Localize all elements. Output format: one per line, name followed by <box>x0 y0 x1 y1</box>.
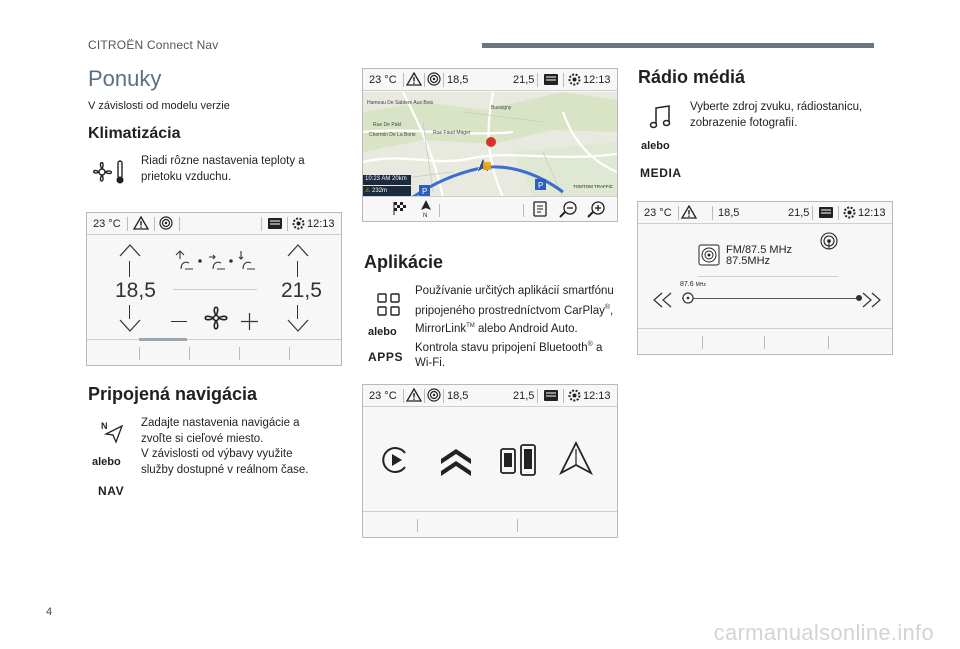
connect-icon <box>427 72 441 86</box>
svg-text:N: N <box>101 421 108 431</box>
radio-screen <box>637 201 893 355</box>
frequency-label: 87.6 MHz <box>680 281 706 288</box>
messages-icon <box>543 73 559 86</box>
settings-icon <box>291 216 306 231</box>
header-bar <box>482 43 874 48</box>
temp-right-up-icon[interactable] <box>287 243 309 257</box>
status-bar: 23 °C 18,5 21,5 12:13 <box>363 69 617 91</box>
map-place-label: Rue De Pakt <box>373 122 402 128</box>
map-place-label: Chermin De La Borie <box>369 132 416 138</box>
carplay-icon[interactable] <box>381 445 411 475</box>
temp-right-value: 21,5 <box>281 279 322 302</box>
status-bar: 23 °C 12:13 <box>87 213 341 235</box>
map-place-label: Hameau De Sabiere Aux Bois <box>367 100 434 106</box>
apps-alebo: alebo <box>368 326 397 338</box>
climate-icon <box>93 158 125 186</box>
svg-text:N: N <box>423 213 428 218</box>
airflow-modes-icon[interactable] <box>173 249 259 273</box>
map-place-label: Rue Faud Mager <box>433 130 471 136</box>
connect-icon <box>427 388 441 402</box>
warning-icon <box>681 205 697 219</box>
apps-grid-icon <box>376 292 402 318</box>
nav-icon <box>100 420 126 446</box>
bottom-bar <box>87 339 341 365</box>
connect-icon <box>159 216 173 230</box>
nav-alebo: alebo <box>92 456 121 468</box>
watermark: carmanualsonline.info <box>713 620 934 645</box>
page-title: Ponuky <box>88 66 162 91</box>
radio-station-icon <box>698 244 720 266</box>
page-subtitle: V závislosti od modelu verzie <box>88 100 230 112</box>
page-number: 4 <box>46 606 53 618</box>
svg-text:P: P <box>538 181 544 190</box>
svg-text:P: P <box>422 187 428 196</box>
messages-icon <box>267 217 283 230</box>
brand-title: CITROËN Connect Nav <box>88 38 219 52</box>
temp-left-up-icon[interactable] <box>119 243 141 257</box>
citroen-chevrons-icon[interactable] <box>439 443 473 477</box>
apps-tag: APPS <box>368 350 404 364</box>
climate-screen <box>86 212 342 366</box>
climate-heading: Klimatizácia <box>88 125 181 142</box>
apps-heading: Aplikácie <box>364 252 444 272</box>
nav-desc: Zadajte nastavenia navigácie a zvoľte si cieľové miesto. V závislosti od výbavy využite služby dostupné v reálnom čase. <box>141 417 309 476</box>
map-bottom-bar <box>363 196 617 221</box>
north-compass-icon[interactable] <box>419 200 433 218</box>
status-bar: 23 °C 18,5 21,5 12:13 <box>363 385 617 407</box>
zoom-in-icon[interactable] <box>587 200 607 218</box>
warning-icon <box>133 216 149 230</box>
temp-left-value: 18,5 <box>115 279 156 302</box>
seek-back-icon[interactable] <box>652 292 674 308</box>
traffic-brand: TOMTOM TRAFFIC <box>573 184 613 189</box>
mirrorlink-icon[interactable] <box>499 443 537 477</box>
map-screen <box>362 68 618 222</box>
map-place-label: Bussigny <box>491 105 512 111</box>
station-info: FM/87.5 MHz 87.5MHz <box>726 244 793 267</box>
slider-handle[interactable] <box>682 292 694 304</box>
destination-flag-icon[interactable] <box>393 201 407 215</box>
warning-icon <box>406 72 422 86</box>
temp-right-down-icon[interactable] <box>287 319 309 333</box>
nav-tag: NAV <box>98 484 125 498</box>
settings-icon <box>567 72 582 87</box>
messages-icon <box>818 206 834 219</box>
android-auto-icon[interactable] <box>559 441 593 475</box>
settings-icon <box>567 388 582 403</box>
frequency-slider[interactable] <box>682 298 862 299</box>
fan-decrease-icon[interactable] <box>171 321 187 322</box>
temp-left-down-icon[interactable] <box>119 319 141 333</box>
messages-icon <box>543 389 559 402</box>
fan-increase-icon[interactable] <box>241 313 258 330</box>
active-tab-indicator <box>139 338 187 341</box>
radio-alebo: alebo <box>641 140 670 152</box>
radio-desc: Vyberte zdroj zvuku, rádiostanicu, zobrazenie fotografií. <box>690 101 863 129</box>
status-bar: 23 °C 18,5 21,5 12:13 <box>638 202 892 224</box>
radio-heading: Rádio médiá <box>638 67 746 87</box>
fan-icon <box>201 303 231 333</box>
climate-desc: Riadi rôzne nastavenia teploty a prietoku vzduchu. <box>141 155 305 183</box>
bottom-bar <box>363 511 617 537</box>
apps-desc: Používanie určitých aplikácií smartfónu pripojeného prostredníctvom CarPlay®, MirrorLink™ alebo Android Auto. Kontrola stavu pripojení Bluetooth® a Wi-Fi. <box>415 285 614 370</box>
eta-box: 10:23 AM 20km <box>363 175 411 185</box>
radio-source-icon[interactable] <box>820 232 838 250</box>
music-note-icon <box>648 104 672 130</box>
bottom-bar <box>638 328 892 354</box>
settings-icon <box>842 205 857 220</box>
apps-screen <box>362 384 618 538</box>
distance-box: ⚠ 232m <box>363 186 411 196</box>
seek-forward-icon[interactable] <box>860 292 882 308</box>
nav-heading: Pripojená navigácia <box>88 384 258 404</box>
zoom-out-icon[interactable] <box>559 200 579 218</box>
warning-icon <box>406 388 422 402</box>
map-view[interactable] <box>363 92 617 197</box>
poi-icon[interactable] <box>531 200 549 218</box>
radio-tag: MEDIA <box>640 166 682 180</box>
